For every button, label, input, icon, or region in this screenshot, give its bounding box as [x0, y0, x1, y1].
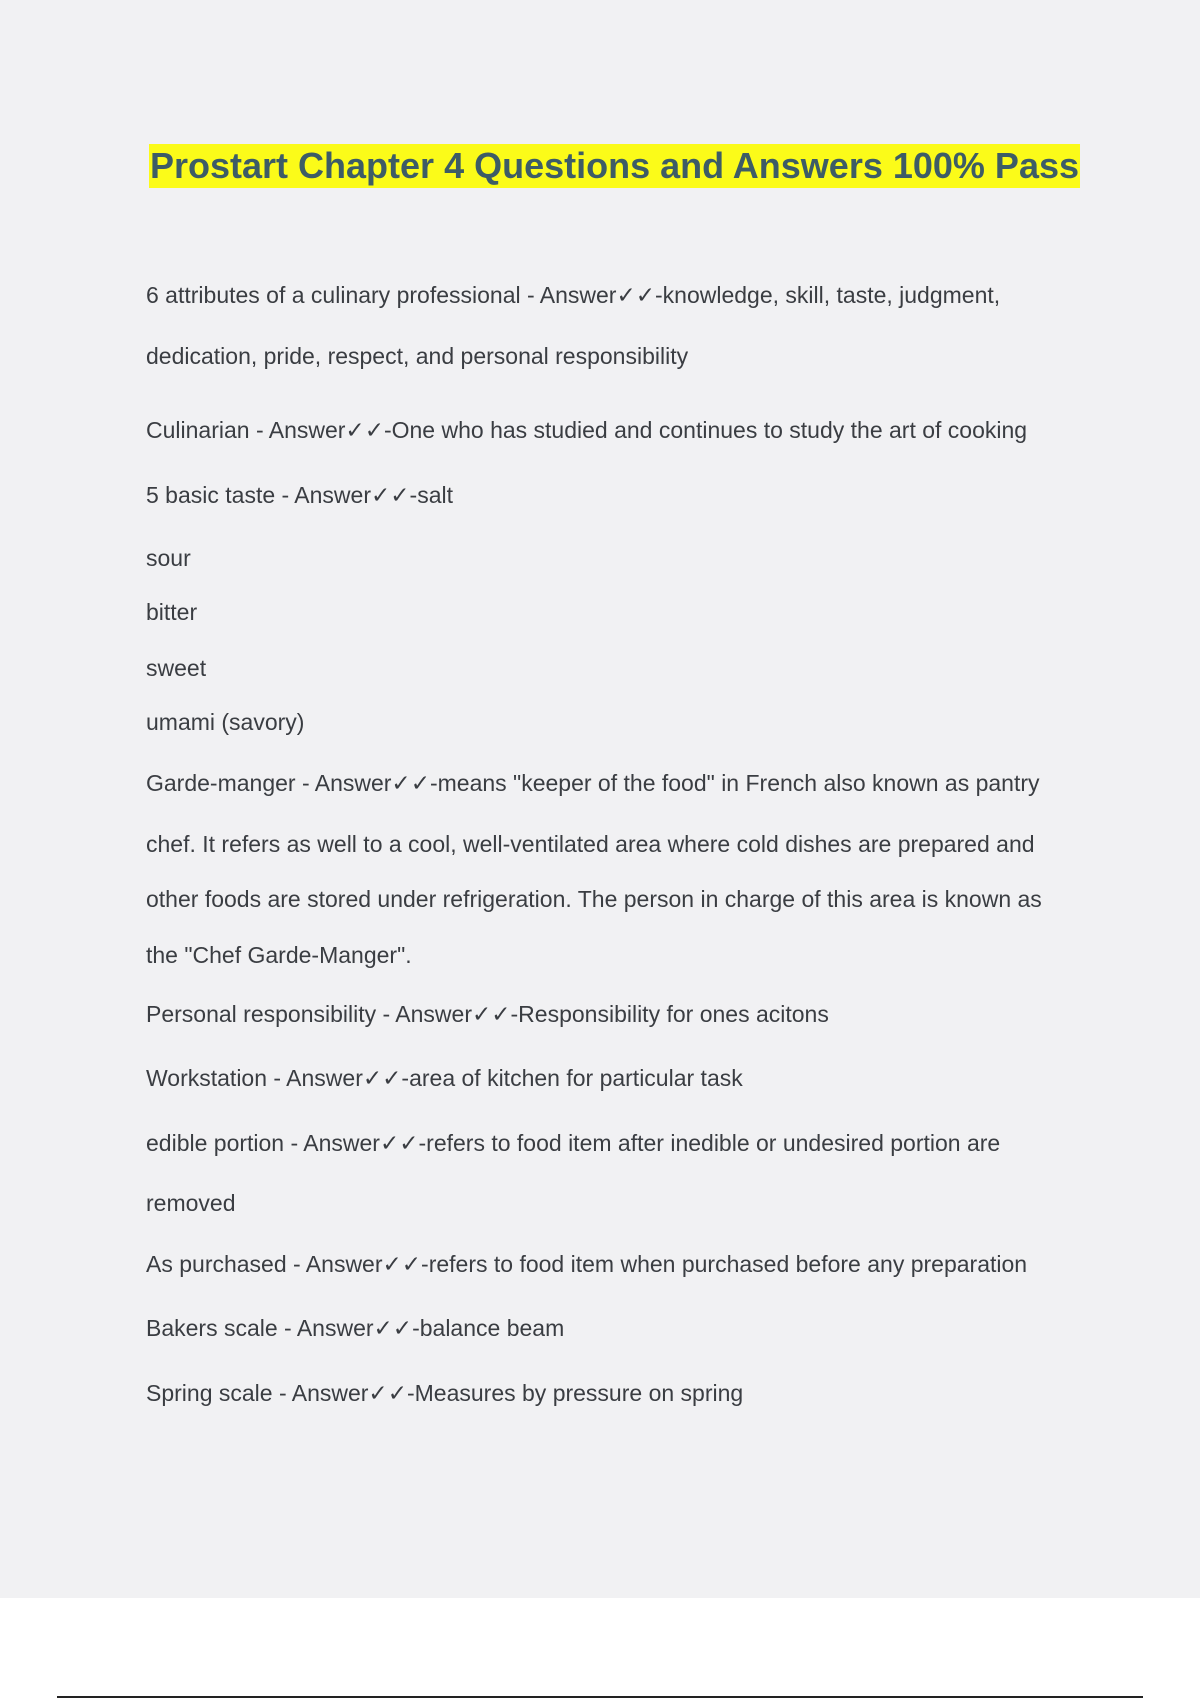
- text-line: Spring scale - Answer✓✓-Measures by pressure on spring: [146, 1380, 744, 1406]
- text-line: sweet: [146, 655, 207, 681]
- text-line: 6 attributes of a culinary professional - Answer✓✓-knowledge, skill, taste, judgment,: [146, 282, 1001, 308]
- text-line: removed: [146, 1190, 236, 1216]
- text-line: Culinarian - Answer✓✓-One who has studied and continues to study the art of cooking: [146, 417, 1028, 443]
- page-title-wrapper: [149, 144, 1085, 188]
- footer-divider: [57, 1696, 1143, 1698]
- text-line: Garde-manger - Answer✓✓-means "keeper of the food" in French also known as pantry: [146, 770, 1040, 796]
- text-line: Bakers scale - Answer✓✓-balance beam: [146, 1315, 565, 1341]
- text-line: umami (savory): [146, 709, 305, 735]
- text-line: dedication, pride, respect, and personal responsibility: [146, 343, 689, 369]
- text-line: bitter: [146, 599, 198, 625]
- text-line: edible portion - Answer✓✓-refers to food item after inedible or undesired portion are: [146, 1130, 1001, 1156]
- text-line: As purchased - Answer✓✓-refers to food item when purchased before any preparation: [146, 1251, 1028, 1277]
- text-line: Personal responsibility - Answer✓✓-Responsibility for ones acitons: [146, 1001, 829, 1027]
- text-line: the "Chef Garde-Manger".: [146, 942, 412, 968]
- page-title: Prostart Chapter 4 Questions and Answers 100% Pass: [150, 145, 1080, 186]
- text-line: 5 basic taste - Answer✓✓-salt: [146, 482, 453, 508]
- text-line: other foods are stored under refrigeration. The person in charge of this area is known as: [146, 886, 1042, 912]
- text-line: sour: [146, 545, 191, 571]
- text-line: Workstation - Answer✓✓-area of kitchen for particular task: [146, 1065, 743, 1091]
- text-line: chef. It refers as well to a cool, well-ventilated area where cold dishes are prepared and: [146, 831, 1035, 857]
